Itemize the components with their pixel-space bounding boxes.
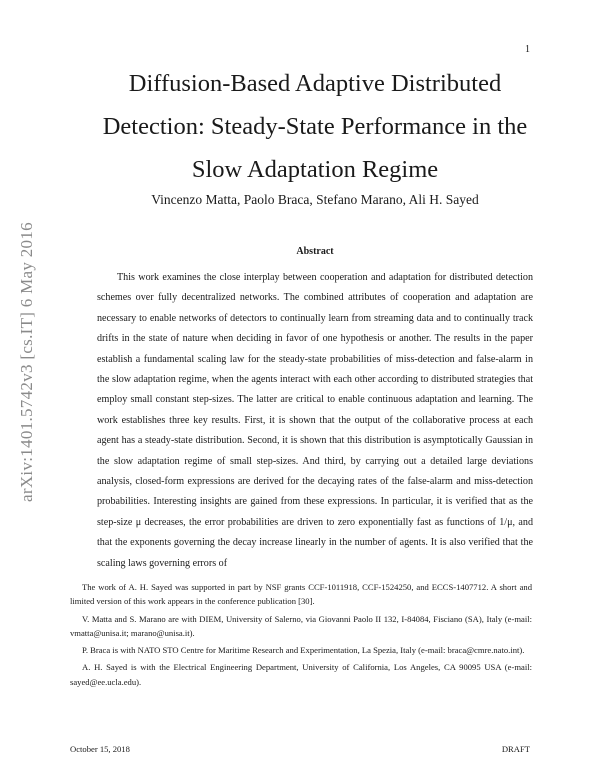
footnote-affiliation-braca: P. Braca is with NATO STO Centre for Maritime Research and Experimentation, La Spezia, Italy (e-mail: braca@cmre.nato.int). [82, 645, 525, 656]
abstract-heading: Abstract [296, 246, 334, 257]
footnote-affiliation-matta-marano: V. Matta and S. Marano are with DIEM, University of Salerno, via Giovanni Paolo II 132, I-84084, Fisciano (SA), Italy (e-mail: vmatta@unisa.it; marano@unisa.it). [70, 613, 532, 638]
page-number: 1 [525, 44, 530, 55]
abstract-body: This work examines the close interplay between cooperation and adaptation for distributed detection schemes over fully decentralized networks. The combined attributes of cooperation and adaptation are necessary to enable networks of detectors to continually learn from streaming data and to continually track drifts in the state of nature when deciding in favor of one hypothesis or another. The results in the paper establish a fundamental scaling law for the steady-state probabilities of miss-detection and false-alarm in the slow adaptation regime, when the agents interact with each other according to distributed strategies that employ small constant step-sizes. The latter are critical to enable continuous adaptation and learning. The work establishes three key results. First, it is shown that the output of the collaborative process at each agent has a steady-state distribution. Second, it is shown that this distribution is asymptotically Gaussian in the slow adaptation regime of small step-sizes. And third, by carrying out a detailed large deviations analysis, closed-form expressions are derived for the decaying rates of the false-alarm and miss-detection probabilities. Interesting insights are gained from these expressions. In particular, it is verified that as the step-size μ decreases, the error probabilities are driven to zero exponentially fast as functions of 1/μ, and that the exponents governing the decay increase linearly in the number of agents. It is also verified that the scaling laws governing errors of [97, 272, 533, 569]
paper-title: Diffusion-Based Adaptive Distributed Detection: Steady-State Performance in the Slow Adaptation Regime [102, 70, 528, 183]
arxiv-identifier-stamp: arXiv:1401.5742v3 [cs.IT] 6 May 2016 [17, 222, 36, 502]
footnote-affiliation-sayed: A. H. Sayed is with the Electrical Engineering Department, University of California, Los Angeles, CA 90095 USA (e-mail: sayed@ee.ucla.edu). [70, 662, 532, 687]
author-list: Vincenzo Matta, Paolo Braca, Stefano Marano, Ali H. Sayed [151, 192, 479, 207]
footer-date: October 15, 2018 [70, 744, 130, 754]
footnotes [70, 580, 532, 692]
footnote-funding: The work of A. H. Sayed was supported in part by NSF grants CCF-1011918, CCF-1524250, and ECCS-1407712. A short and limited version of this work appears in the conference publication [30]. [70, 582, 532, 607]
footer-draft-label: DRAFT [501, 744, 530, 754]
